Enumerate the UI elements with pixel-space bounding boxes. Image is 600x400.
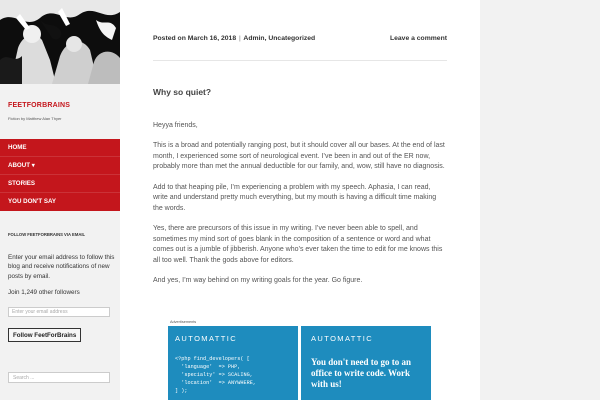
chevron-down-icon: ▾	[31, 162, 35, 169]
sidebar	[0, 0, 120, 400]
main-content	[120, 0, 480, 400]
code-line: 'location' => ANYWHERE,	[175, 380, 256, 386]
automattic-logo: AUTOMATTIC	[175, 334, 238, 343]
code-line: 'specialty' => SCALING,	[175, 372, 253, 378]
post-category-link[interactable]: Uncategorized	[268, 35, 316, 42]
post-paragraph: Heyya friends,	[153, 122, 198, 129]
ad-banner-right[interactable]	[301, 326, 431, 400]
site-description: Fiction by Matthew Alan Thyer	[8, 116, 62, 121]
meta-separator: |	[239, 35, 241, 42]
subscribe-widget-title: FOLLOW FEETFORBRAINS VIA EMAIL	[8, 232, 86, 237]
followers-count: Join 1,249 other followers	[8, 289, 80, 296]
post-paragraph: Add to that heaping pile, I’m experiencing a problem with my speech. Aphasia, I can read, write and understand pretty much everything, but my mouth is having a difficult time making the words.	[153, 183, 437, 212]
post-date-link[interactable]: March 16, 2018	[187, 35, 237, 42]
automattic-logo: AUTOMATTIC	[311, 334, 374, 343]
header-image[interactable]	[0, 0, 120, 84]
post-title[interactable]: Why so quiet?	[153, 87, 212, 97]
follow-button[interactable]: Follow FeetForBrains	[8, 328, 81, 342]
ad-code-snippet	[175, 355, 291, 395]
ad-banner-left[interactable]	[168, 326, 298, 400]
search-input[interactable]	[8, 372, 110, 383]
post-paragraph: This is a broad and potentially ranging post, but it should cover all our bases. At the end of last month, I experienced some sort of neurological event. I’ve been in and out of the ER now, probably more than met the annual deductible for our family, and, wow, still have no diagnosis.	[153, 142, 445, 171]
nav-item-home[interactable]: HOME	[0, 139, 120, 157]
site-title[interactable]: FEETFORBRAINS	[8, 102, 71, 109]
post-body	[153, 121, 447, 296]
main-navigation	[0, 139, 120, 211]
nav-item-you-dont-say[interactable]: YOU DON'T SAY	[8, 198, 57, 205]
post-paragraph: Yes, there are precursors of this issue in my writing. I’ve never been able to spell, and sometimes my mind sort of goes blank in the composition of a sentence or word and what comes out is a jumble of jibberish. Anyone who’s ever taken the time to edit for me knows this all too well. Thank the gods above for editors.	[153, 224, 443, 264]
right-gutter	[480, 0, 600, 400]
divider	[153, 60, 447, 61]
nav-item-about-label: ABOUT	[8, 162, 30, 169]
subscribe-widget-text: Enter your email address to follow this blog and receive notifications of new posts by email.	[8, 254, 115, 280]
header-art-graphic	[0, 0, 120, 84]
post-paragraph: And yes, I’m way behind on my writing goals for the year. Go figure.	[153, 276, 363, 284]
code-line: <?php find_developers( [	[175, 356, 250, 362]
post-author-link[interactable]: Admin	[243, 35, 265, 42]
email-field[interactable]	[8, 307, 110, 317]
category-separator: ,	[264, 35, 267, 42]
posted-on-label: Posted on	[153, 35, 186, 42]
code-line: ] );	[175, 388, 188, 394]
ad-headline: You don't need to go to an office to write code. Work with us!	[311, 357, 412, 390]
advertisements-label: Advertisements	[170, 320, 197, 324]
leave-comment-link[interactable]: Leave a comment	[389, 35, 447, 42]
nav-item-stories[interactable]: STORIES	[0, 175, 120, 193]
post-meta	[153, 35, 315, 42]
code-line: 'language' => PHP,	[175, 364, 241, 370]
nav-item-about[interactable]	[0, 157, 120, 175]
